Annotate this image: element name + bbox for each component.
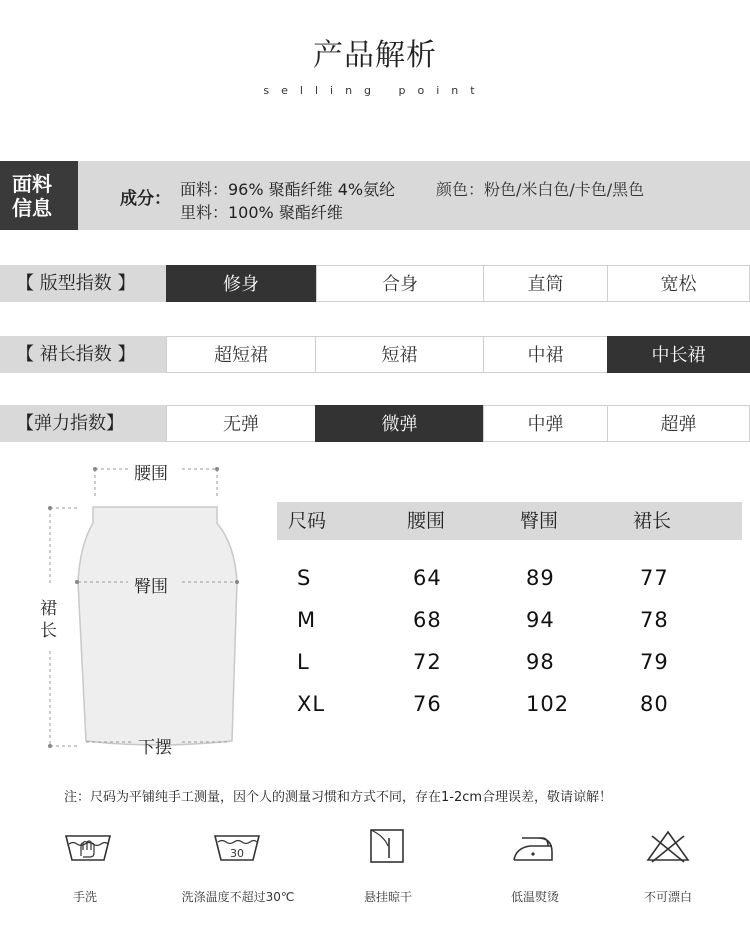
hip-cell: 98 — [526, 650, 555, 674]
length-cell: 77 — [640, 566, 669, 590]
size-header-size: 尺码 — [288, 510, 327, 532]
length-option-short: 短裙 — [315, 336, 484, 373]
size-cell: M — [297, 608, 317, 632]
skirt-measurement-diagram — [30, 455, 260, 760]
stretch-option-slight: 微弹 — [315, 405, 484, 442]
waist-cell: 64 — [413, 566, 442, 590]
page-subtitle: selling point — [263, 84, 487, 97]
fit-option-straight: 直筒 — [483, 265, 608, 302]
hip-label: 臀围 — [134, 577, 168, 597]
stretch-index-label: 【弹力指数】 — [0, 405, 166, 442]
fit-option-loose: 宽松 — [607, 265, 750, 302]
size-table-header — [277, 502, 742, 540]
waist-label: 腰围 — [134, 464, 168, 484]
fabric-section-label: 面料信息 — [0, 161, 78, 230]
size-header-length: 裙长 — [633, 510, 672, 532]
size-cell: L — [297, 650, 310, 674]
no-bleach-icon — [613, 826, 723, 866]
composition-label: 成分： — [120, 189, 171, 209]
care-label-no-bleach: 不可漂白 — [643, 890, 692, 904]
care-label-hand-wash: 手洗 — [72, 890, 97, 904]
fit-option-slim: 修身 — [166, 265, 316, 302]
wash-temperature-icon — [182, 826, 292, 866]
hip-cell: 94 — [526, 608, 555, 632]
lining-fabric-text: 里料：100% 聚酯纤维 — [180, 203, 343, 222]
length-label: 裙长 — [40, 599, 57, 641]
length-index-label: 【 裙长指数 】 — [0, 336, 166, 373]
shell-fabric-text: 面料：96% 聚酯纤维 4%氨纶 — [180, 180, 396, 199]
waist-cell: 68 — [413, 608, 442, 632]
hip-cell: 102 — [526, 692, 570, 716]
fit-index-row — [0, 265, 750, 302]
skirt-shape — [78, 507, 237, 745]
stretch-option-medium: 中弹 — [483, 405, 608, 442]
low-iron-icon — [478, 826, 588, 866]
care-label-wash-temperature: 洗涤温度不超过30℃ — [181, 890, 295, 904]
hang-dry-icon — [333, 826, 443, 866]
fit-index-label: 【 版型指数 】 — [0, 265, 166, 302]
length-cell: 79 — [640, 650, 669, 674]
hem-label: 下摆 — [138, 738, 172, 758]
wash-temperature-value: 30 — [230, 847, 244, 860]
fit-option-regular: 合身 — [316, 265, 484, 302]
waist-cell: 76 — [413, 692, 442, 716]
measurement-note: 注：尺码为平铺纯手工测量，因个人的测量习惯和方式不同，存在1-2cm合理误差，敬请谅解！ — [64, 790, 613, 805]
hand-wash-icon — [33, 826, 143, 866]
length-index-row — [0, 336, 750, 373]
care-label-low-iron: 低温熨烫 — [510, 890, 559, 904]
size-header-waist: 腰围 — [407, 510, 446, 532]
waist-cell: 72 — [413, 650, 442, 674]
length-option-midi-long: 中长裙 — [607, 336, 750, 373]
page-title: 产品解析 — [313, 38, 437, 73]
stretch-option-high: 超弹 — [607, 405, 750, 442]
size-cell: S — [297, 566, 312, 590]
length-option-mini: 超短裙 — [166, 336, 316, 373]
stretch-index-row — [0, 405, 750, 442]
hip-cell: 89 — [526, 566, 555, 590]
length-cell: 80 — [640, 692, 669, 716]
colors-text: 颜色：粉色/米白色/卡色/黑色 — [436, 180, 645, 199]
length-cell: 78 — [640, 608, 669, 632]
length-option-midi: 中裙 — [483, 336, 608, 373]
stretch-option-none: 无弹 — [166, 405, 316, 442]
size-header-hip: 臀围 — [520, 510, 559, 532]
size-cell: XL — [297, 692, 326, 716]
care-label-hang-dry: 悬挂晾干 — [363, 890, 412, 904]
